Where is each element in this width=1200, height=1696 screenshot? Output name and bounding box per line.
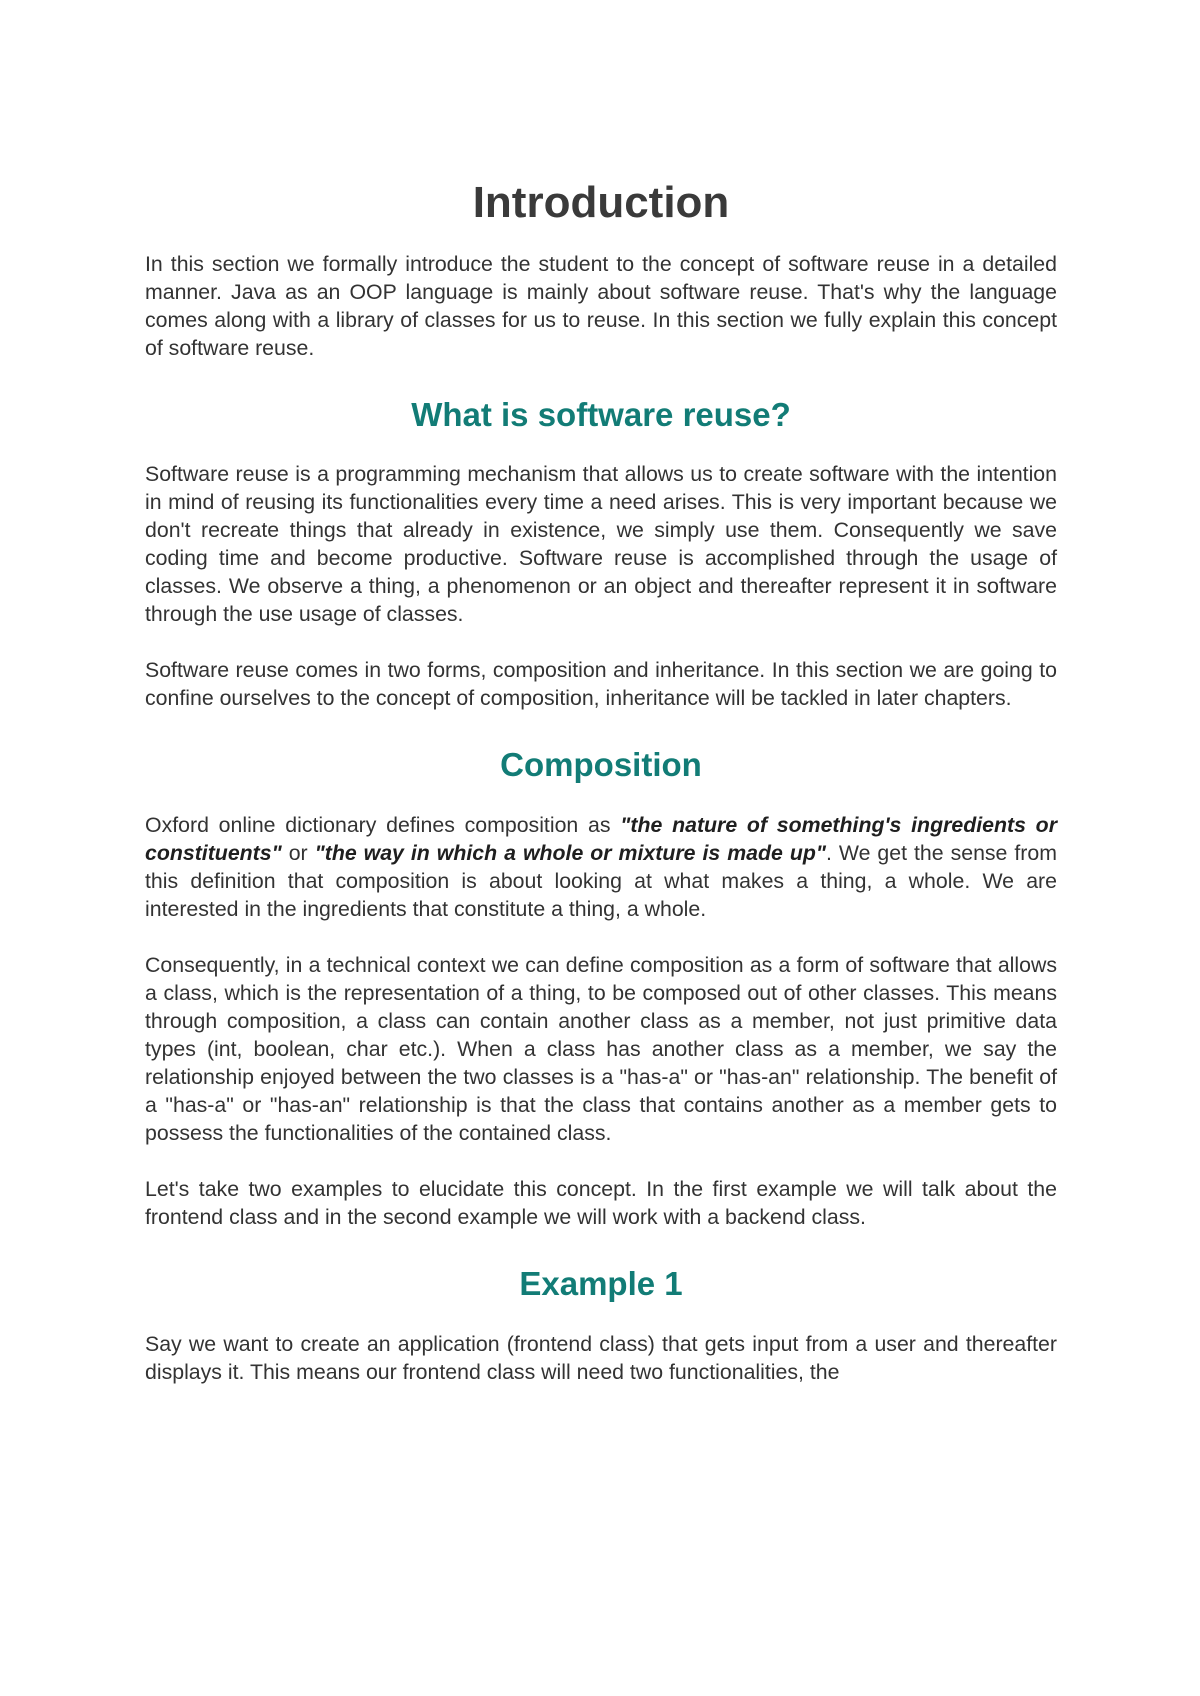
- document-page: [145, 0, 1057, 1386]
- composition-p1-text-c: . We get the sense from this definition that composition is about looking at what makes a thing, a whole. We are interested in the ingredients that constitute a thing, a whole.: [145, 841, 1057, 921]
- example1-paragraph-1: Say we want to create an application (frontend class) that gets input from a user and thereafter displays it. This means our frontend class will need two functionalities, the: [145, 1332, 1057, 1384]
- composition-p1-text-a: Oxford online dictionary defines composition as: [145, 813, 621, 837]
- page-title: Introduction: [472, 178, 730, 227]
- composition-quote-1: "the nature of something's ingredients or constituents": [145, 813, 1057, 865]
- composition-quote-2: "the way in which a whole or mixture is made up": [314, 841, 826, 865]
- composition-paragraph-2: Consequently, in a technical context we can define composition as a form of software that allows a class, which is the representation of a thing, to be composed out of other classes. This means through composition, a class can contain another class as a member, not just primitive data types (int, boolean, char etc.). When a class has another class as a member, we say the relationship enjoyed between the two classes is a "has-a" or "has-an" relationship. The benefit of a "has-a" or "has-an" relationship is that the class that contains another as a member gets to possess the functionalities of the contained class.: [145, 953, 1057, 1145]
- composition-paragraph-1: [145, 811, 1057, 923]
- composition-p1-text-b: or: [281, 841, 315, 865]
- heading-composition: Composition: [500, 746, 702, 783]
- intro-paragraph: In this section we formally introduce the student to the concept of software reuse in a detailed manner. Java as an OOP language is mainly about software reuse. That's why the language comes along with a library of classes for us to reuse. In this section we fully explain this concept of software reuse.: [145, 252, 1057, 360]
- what-is-paragraph-2: Software reuse comes in two forms, composition and inheritance. In this section we are going to confine ourselves to the concept of composition, inheritance will be tackled in later chapters.: [145, 658, 1057, 710]
- what-is-paragraph-1: Software reuse is a programming mechanism that allows us to create software with the intention in mind of reusing its functionalities every time a need arises. This is very important because we don't recreate things that already in existence, we simply use them. Consequently we save coding time and become productive. Software reuse is accomplished through the usage of classes. We observe a thing, a phenomenon or an object and thereafter represent it in software through the use usage of classes.: [145, 462, 1057, 626]
- heading-what-is-software-reuse: What is software reuse?: [411, 396, 791, 433]
- heading-example-1: Example 1: [519, 1265, 683, 1302]
- composition-paragraph-3: Let's take two examples to elucidate this concept. In the first example we will talk about the frontend class and in the second example we will work with a backend class.: [145, 1177, 1057, 1229]
